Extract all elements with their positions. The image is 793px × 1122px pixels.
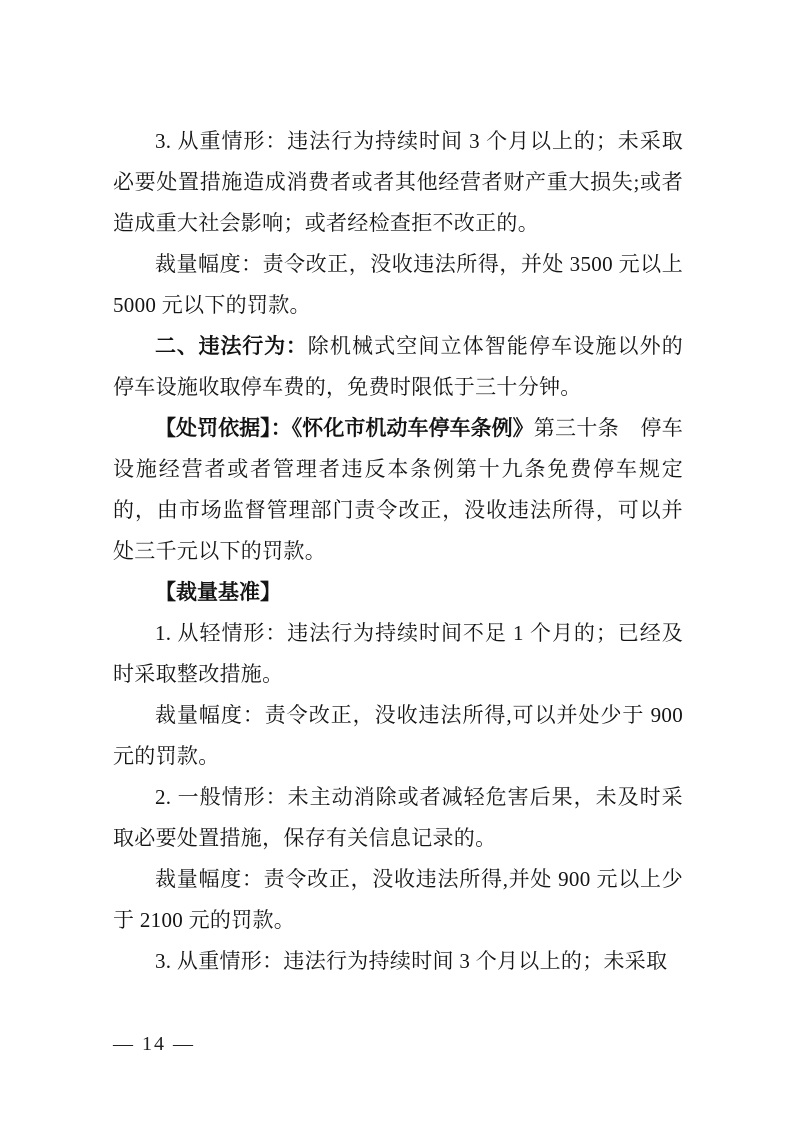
text-run: 裁量幅度：责令改正，没收违法所得,并处 900 元以上少于 2100 元的罚款。: [113, 867, 683, 932]
text-run: 除机械式空间立体智能停车设施以外的停车设施收取停车费的，免费时限低于三十分钟。: [113, 334, 683, 399]
text-run-heading: 二、违法行为：: [155, 335, 308, 358]
text-run: 第三十条 停车设施经营者或者管理者违反本条例第十九条免费停车规定的，由市场监督管理部门责令改正，没收违法所得，可以并处三千元以下的罚款。: [113, 416, 684, 563]
paragraph-discretion-range-1: [113, 244, 683, 326]
text-run: 裁量幅度：责令改正，没收违法所得，并处 3500 元以上 5000 元以下的罚款。: [113, 252, 683, 317]
text-run: 裁量幅度：责令改正，没收违法所得,可以并处少于 900 元的罚款。: [113, 703, 683, 768]
text-run-heading: 【处罚依据】：《怀化市机动车停车条例》: [155, 417, 534, 440]
text-run: 3. 从重情形：违法行为持续时间 3 个月以上的；未采取: [155, 949, 668, 973]
paragraph-lenient-circumstance: [113, 613, 683, 695]
paragraph-aggravated-circumstance-1: [113, 121, 683, 244]
paragraph-discretion-benchmark-heading: [113, 572, 683, 613]
paragraph-general-circumstance: [113, 777, 683, 859]
text-run: 3. 从重情形：违法行为持续时间 3 个月以上的；未采取必要处置措施造成消费者或者其他经营者财产重大损失;或者造成重大社会影响；或者经检查拒不改正的。: [113, 129, 683, 235]
document-body: [113, 121, 683, 982]
text-run-heading: 【裁量基准】: [155, 581, 281, 604]
paragraph-discretion-range-2: [113, 695, 683, 777]
footer-page-number: — 14 —: [113, 1033, 195, 1055]
paragraph-violation-2: [113, 326, 683, 408]
paragraph-aggravated-circumstance-2: [113, 941, 683, 982]
text-run: 1. 从轻情形：违法行为持续时间不足 1 个月的；已经及时采取整改措施。: [113, 621, 683, 686]
paragraph-discretion-range-3: [113, 859, 683, 941]
text-run: 2. 一般情形：未主动消除或者减轻危害后果，未及时采取必要处置措施，保存有关信息记录的。: [113, 785, 683, 850]
paragraph-penalty-basis: [113, 408, 683, 572]
